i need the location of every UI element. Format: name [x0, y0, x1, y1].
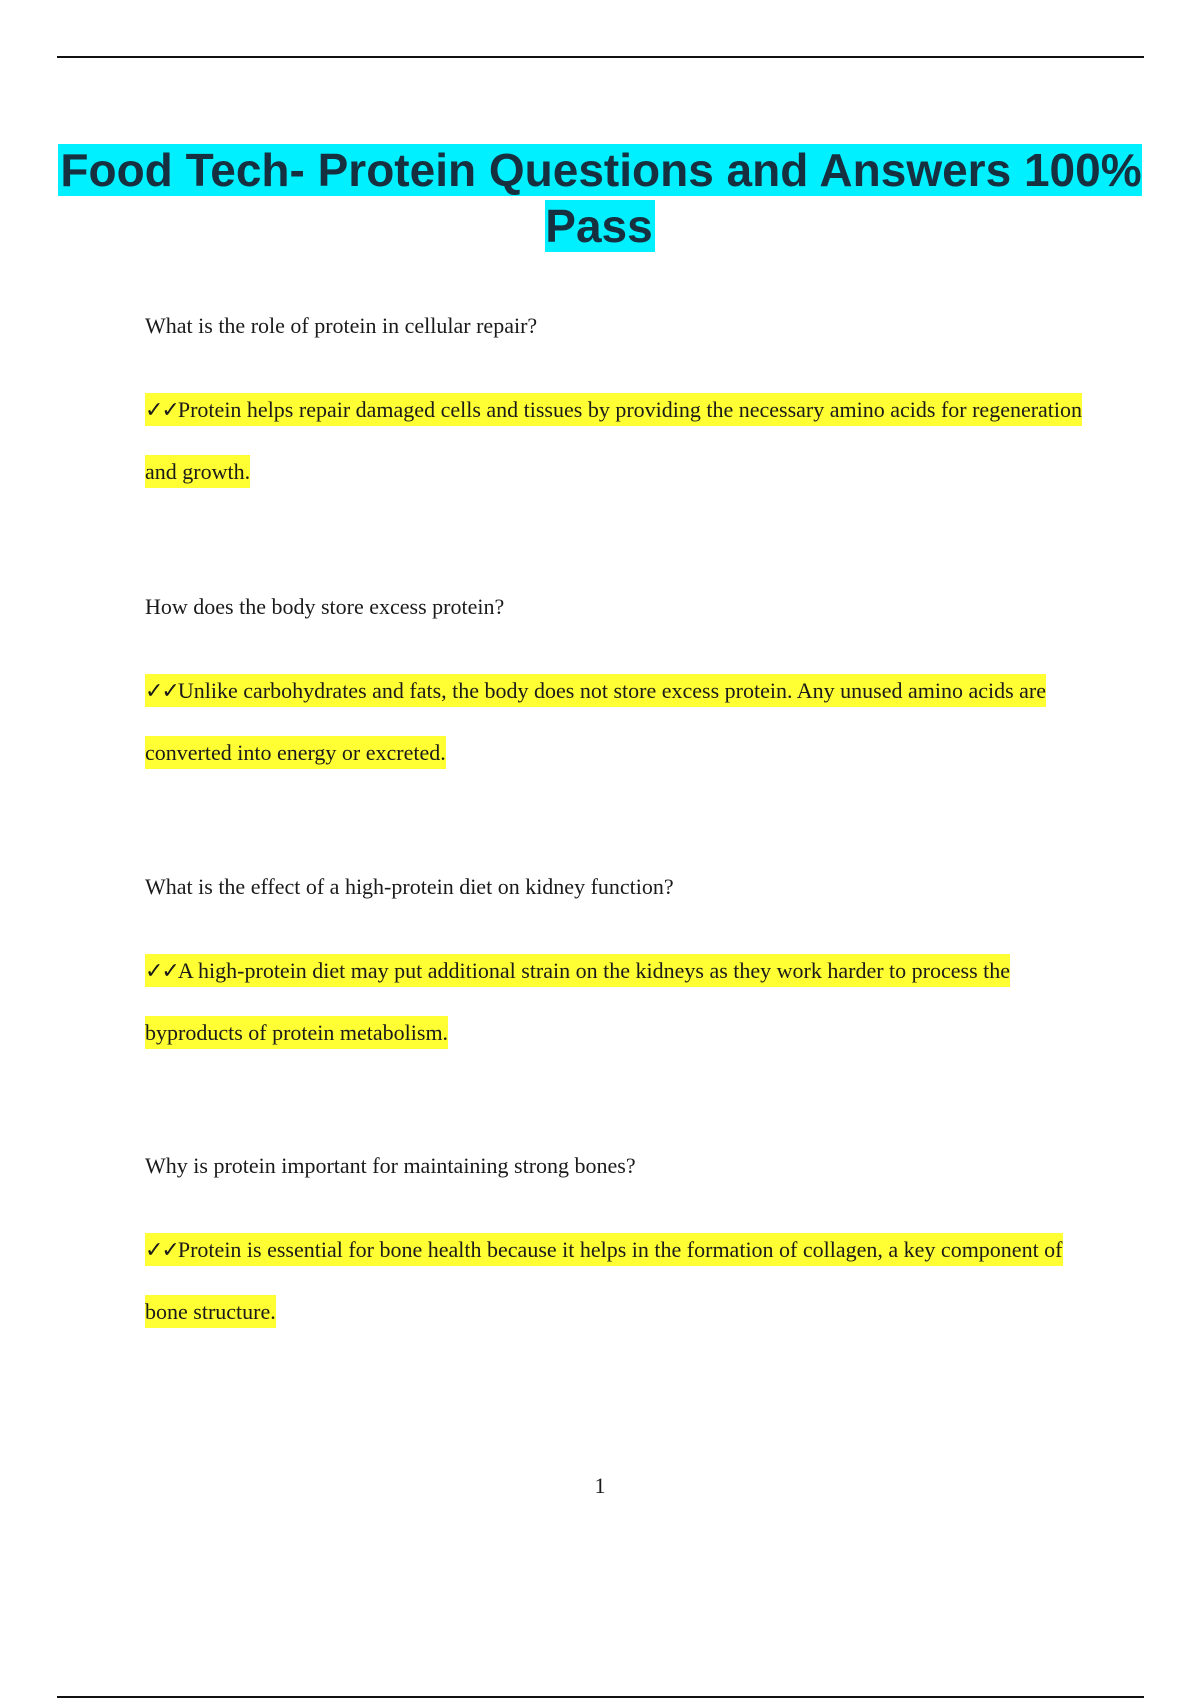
- qa-item-4: [145, 1151, 1085, 1342]
- answer-2-text: Unlike carbohydrates and fats, the body does not store excess protein. Any unused amino acids are converted into energy or excreted.: [145, 678, 1047, 765]
- answer-4-text: Protein is essential for bone health because it helps in the formation of collagen, a key component of bone structure.: [145, 1237, 1063, 1324]
- page-title-text: Food Tech- Protein Questions and Answers 100% Pass: [60, 144, 1142, 252]
- check-icon: ✓✓: [145, 398, 178, 423]
- answer-2: [145, 660, 1085, 783]
- check-icon: ✓✓: [145, 1238, 178, 1263]
- check-icon: ✓✓: [145, 959, 178, 984]
- answer-1-text: Protein helps repair damaged cells and tissues by providing the necessary amino acids for regeneration and growth.: [145, 397, 1083, 484]
- check-icon: ✓✓: [145, 679, 178, 704]
- qa-item-3: [145, 872, 1085, 1063]
- qa-item-1: [145, 311, 1085, 502]
- top-rule: [57, 56, 1144, 58]
- question-3: What is the effect of a high-protein diet on kidney function?: [145, 874, 674, 899]
- qa-item-2: [145, 592, 1085, 783]
- answer-3-text: A high-protein diet may put additional strain on the kidneys as they work harder to process the byproducts of protein metabolism.: [145, 958, 1011, 1045]
- answer-4: [145, 1219, 1085, 1342]
- bottom-rule: [57, 1696, 1144, 1698]
- question-2: How does the body store excess protein?: [145, 594, 505, 619]
- page-number: 1: [594, 1473, 606, 1498]
- page-title: [0, 142, 1200, 254]
- question-1: What is the role of protein in cellular repair?: [145, 313, 538, 338]
- answer-1: [145, 379, 1085, 502]
- answer-3: [145, 940, 1085, 1063]
- question-4: Why is protein important for maintaining strong bones?: [145, 1153, 636, 1178]
